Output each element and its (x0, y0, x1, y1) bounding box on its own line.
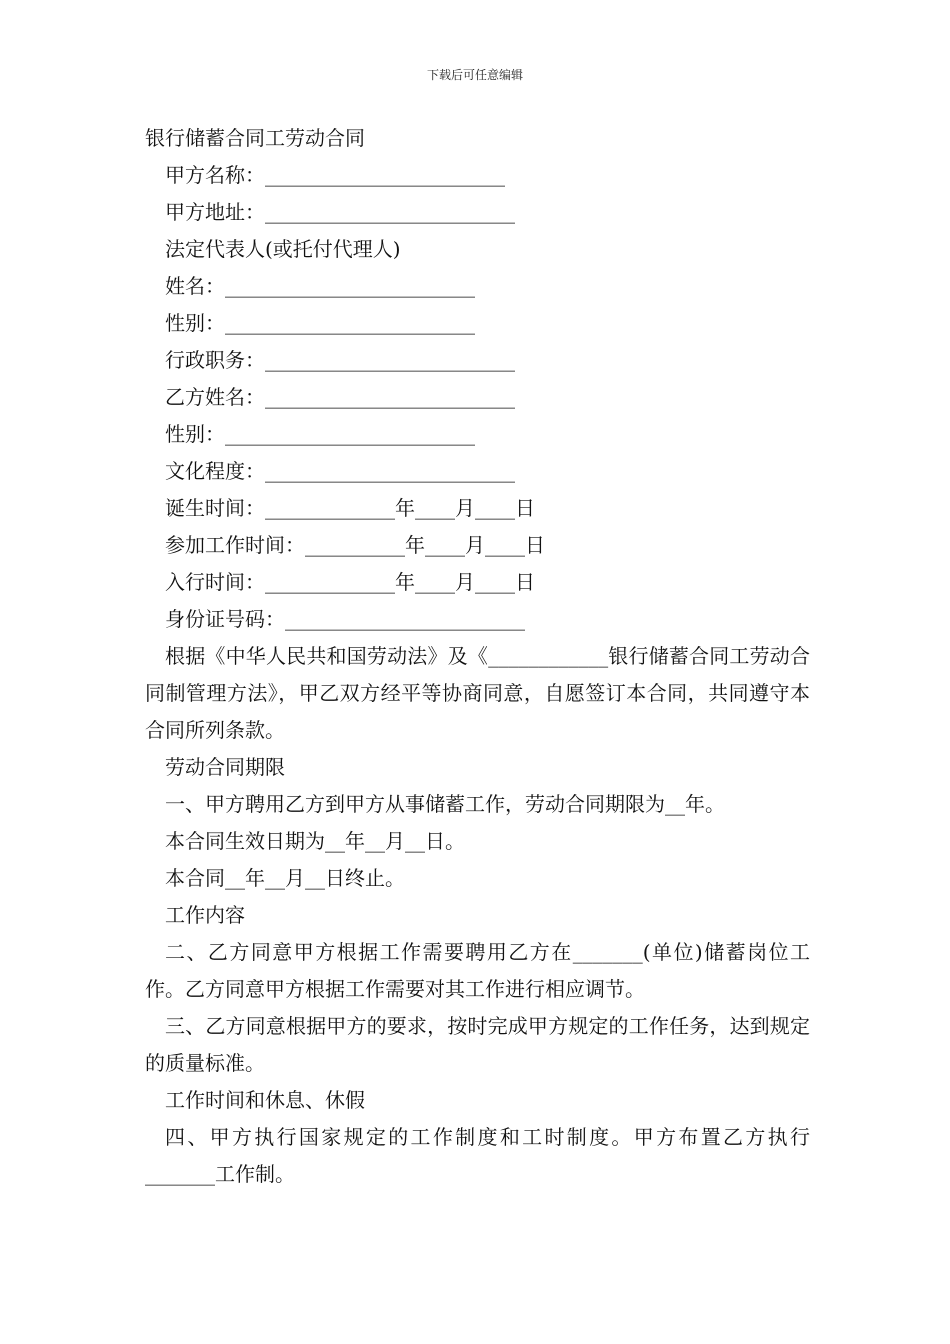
field-id-number: 身份证号码：________________________ (165, 607, 525, 631)
clause-1: 一、甲方聘用乙方到甲方从事储蓄工作，劳动合同期限为__年。 (165, 792, 725, 816)
field-education: 文化程度：_________________________ (165, 459, 515, 483)
field-party-b-gender: 性别：_________________________ (165, 422, 475, 446)
clause-1-start-date: 本合同生效日期为__年__月__日。 (165, 829, 465, 853)
field-work-start-date: 参加工作时间：__________年____月____日 (165, 533, 545, 557)
field-party-b-name: 乙方姓名：_________________________ (165, 385, 515, 409)
page-header: 下载后可任意编辑 (426, 68, 523, 82)
clause-4: 四、甲方执行国家规定的工作制度和工时制度。甲方布置乙方执行_______工作制。 (145, 1125, 810, 1186)
contract-document (145, 120, 810, 1193)
section-work-content-title: 工作内容 (165, 903, 245, 927)
field-birth-date: 诞生时间：_____________年____月____日 (165, 496, 535, 520)
field-name: 姓名：_________________________ (165, 274, 475, 298)
field-party-a-name: 甲方名称：________________________ (165, 163, 505, 187)
section-term-title: 劳动合同期限 (165, 755, 285, 779)
clause-2: 二、乙方同意甲方根据工作需要聘用乙方在_______(单位)储蓄岗位工作。乙方同意甲方根据工作需要对其工作进行相应调节。 (145, 940, 810, 1001)
clause-3: 三、乙方同意根据甲方的要求，按时完成甲方规定的工作任务，达到规定的质量标准。 (145, 1014, 810, 1075)
field-party-a-address: 甲方地址：_________________________ (165, 200, 515, 224)
field-legal-representative: 法定代表人(或托付代理人) (165, 237, 401, 261)
field-bank-entry-date: 入行时间：_____________年____月____日 (165, 570, 535, 594)
field-position: 行政职务：_________________________ (165, 348, 515, 372)
document-title: 银行储蓄合同工劳动合同 (145, 126, 365, 150)
clause-1-end-date: 本合同__年__月__日终止。 (165, 866, 405, 890)
preamble-paragraph: 根据《中华人民共和国劳动法》及《____________银行储蓄合同工劳动合同制管理方法》，甲乙双方经平等协商同意，自愿签订本合同，共同遵守本合同所列条款。 (145, 644, 810, 742)
field-gender: 性别：_________________________ (165, 311, 475, 335)
section-work-hours-title: 工作时间和休息、休假 (165, 1088, 365, 1112)
